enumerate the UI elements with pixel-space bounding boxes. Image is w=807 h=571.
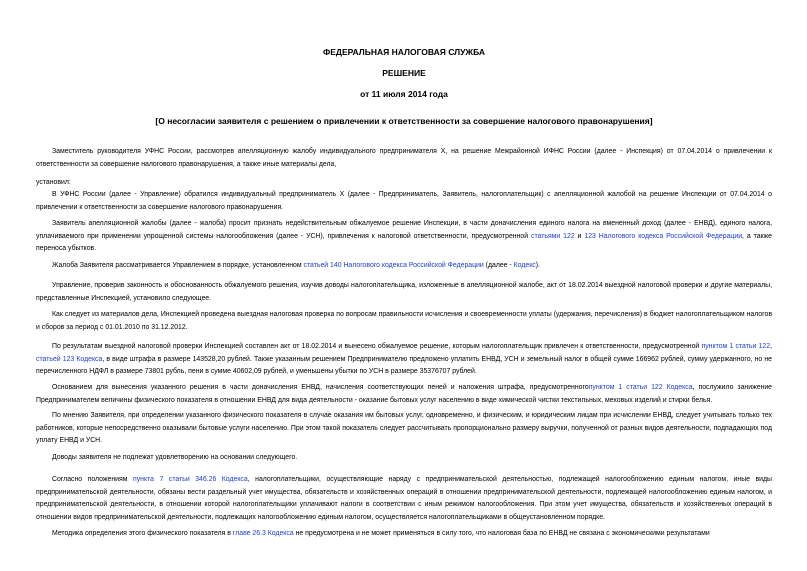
paragraph-text: , налогоплательщики, осуществляющие наряду с предпринимательской деятельностью, подлежащей налогообложению единым налогом, иные виды предпринимательской деятельности, обязаны вести раздельный учет имущества, обязательств и хозяйственных операций в отношении предпринимательской деятельности, подлежащей налогообложению единым налогом, и предпринимательской деятельности, в отношении которой налогоплательщики уплачивают налоги в соответствии с иным режимом налогообложения. При этом учет имущества, обязательств и хозяйственных операций в отношении видов предпринимательской деятельности, подлежащих налогообложению единым налогом, осуществляется налогоплательщиками в общеустановленном порядке. — [36, 476, 772, 521]
paragraph-text: Методика определения этого физического показателя в — [52, 530, 233, 537]
paragraph-5 — [36, 280, 772, 305]
link-article-140-tax-code[interactable]: статьей 140 Налогового кодекса Российской Федерации — [303, 262, 484, 269]
link-article-123-tax-code[interactable]: 123 Налогового кодекса Российской Федерации — [584, 232, 743, 240]
paragraph-12 — [36, 528, 772, 541]
paragraph-text: Заместитель руководителя УФНС России, рассмотрев апелляционную жалобу индивидуального предпринимателя Х, на решение Межрайонной ИФНС России (далее - Инспекция) от 07.04.2014 о привлечении к ответственности за совершение налогового правонарушения, а также иные материалы дела, — [36, 148, 772, 168]
paragraph-11 — [36, 474, 772, 524]
agency-heading: ФЕДЕРАЛЬНАЯ НАЛОГОВАЯ СЛУЖБА — [322, 47, 486, 57]
paragraph-text: Доводы заявителя не подлежат удовлетворению на основании следующего. — [52, 454, 298, 461]
paragraph-3 — [36, 218, 772, 256]
paragraph-text: , — [770, 343, 772, 350]
link-articles-122[interactable]: статьями 122 — [531, 232, 575, 240]
paragraph-text: По мнению Заявителя, при определении указанного физического показателя в случае оказания им бытовых услуг, одновременно, и физическим, и юридическим лицам при исчислении ЕНВД, следует учитывать только тех работников, которые непосредственно оказывали бытовые услуги населению. При этом такой показатель следует рассчитывать пропорционально размеру выручки, полученной от разных видов деятельности, подпадающих под уплату ЕНВД и УСН. — [36, 412, 772, 445]
paragraph-text: , в виде штрафа в размере 143528,20 рублей. Также указанным решением Предпринимателю предложено уплатить ЕНВД, УСН и земельный налог в общей сумме 166962 рублей, сумму удержанного, но не перечисленного НДФЛ в размере 73801 рубль, пени в сумме 40602,09 рублей, и уменьшены убытки по УСН в размере 35376707 рублей. — [36, 355, 773, 376]
paragraph-9 — [36, 410, 772, 448]
link-point-1-article-122[interactable]: пунктом 1 статьи 122 — [701, 343, 771, 350]
paragraph-text: не предусмотрена и не может применяться в силу того, что налоговая база по ЕНВД не связана с экономическими результатами — [293, 530, 710, 537]
link-article-123-code[interactable]: статьей 123 Кодекса — [36, 355, 103, 363]
link-code[interactable]: Кодекс — [513, 262, 536, 269]
paragraph-2-label: установил: — [36, 179, 71, 186]
paragraph-text: Заявитель апелляционной жалобы (далее - жалоба) просит признать недействительным обжалуемое решение Инспекции, в части доначисления единого налога на вмененный доход (далее - ЕНВД), единого налога, уплачиваемого при применении упрощенной системы налогообложения (далее - УСН), привлечения к налоговой ответственности, предусмотренной — [36, 220, 772, 240]
paragraph-text: и — [574, 232, 585, 240]
paragraph-text: Управление, проверив законность и обоснованность обжалуемого решения, изучив доводы налогоплательщика, изложенные в апелляционной жалобе, акт от 18.02.2014 выездной налоговой проверки и другие материалы, представленные Инспекцией, установило следующее. — [36, 282, 772, 302]
paragraph-text: , а также переноса убытков. — [36, 232, 772, 253]
paragraph-8 — [36, 382, 772, 407]
paragraph-10 — [36, 452, 772, 465]
link-chapter-26-3-code[interactable]: главе 26.3 Кодекса — [232, 530, 294, 537]
paragraph-text: (далее - — [483, 262, 514, 269]
document-subject: [О несогласии заявителя с решением о привлечении к ответственности за совершение налогового правонарушения] — [155, 116, 653, 126]
document-date: от 11 июля 2014 года — [360, 89, 448, 99]
paragraph-text: Как следует из материалов дела, Инспекцией проведена выездная налоговая проверка по вопросам правильности исчисления и своевременности уплаты (удержания, перечисления) в бюджет налогоплательщиком налогов и сборов за период с 01.01.2010 по 31.12.2012. — [36, 311, 772, 331]
link-point-7-article-346-26[interactable]: пункта 7 статьи 346.26 Кодекса — [133, 476, 248, 483]
paragraph-7 — [36, 341, 772, 379]
paragraph-1 — [36, 146, 772, 171]
paragraph-2 — [36, 189, 772, 214]
paragraph-text: , послужило занижение Предпринимателем величины физического показателя в отношении ЕНВД для вида деятельности - оказание бытовых услуг населению в виде химической чистки текстильных, меховых изделий и стирки белья. — [36, 384, 773, 404]
paragraph-text: В УФНС России (далее - Управление) обратился индивидуальный предприниматель Х (далее - Предприниматель, Заявитель, налогоплательщик) с апелляционной жалобой на решение Инспекции от 07.04.2014 о привлечении к ответственности за совершение налогового правонарушения. — [36, 191, 772, 211]
paragraph-text: ). — [535, 262, 540, 269]
paragraph-4 — [36, 260, 772, 273]
paragraph-text: Согласно положениям — [52, 476, 133, 483]
document-type-heading: РЕШЕНИЕ — [382, 68, 426, 78]
paragraph-text: Основанием для вынесения указанного решения в части доначисления ЕНВД, начисления соответствующих пеней и наложения штрафа, предусмотренного — [52, 384, 589, 391]
paragraph-text: По результатам выездной налоговой проверки Инспекцией составлен акт от 18.02.2014 и вынесено обжалуемое решение, которым налогоплательщик привлечен к ответственности, предусмотренной — [52, 343, 702, 350]
link-point-1-article-122-code[interactable]: пунктом 1 статьи 122 Кодекса — [588, 384, 693, 391]
paragraph-6 — [36, 309, 772, 334]
paragraph-text: Жалоба Заявителя рассматривается Управлением в порядке, установленном — [52, 262, 304, 269]
